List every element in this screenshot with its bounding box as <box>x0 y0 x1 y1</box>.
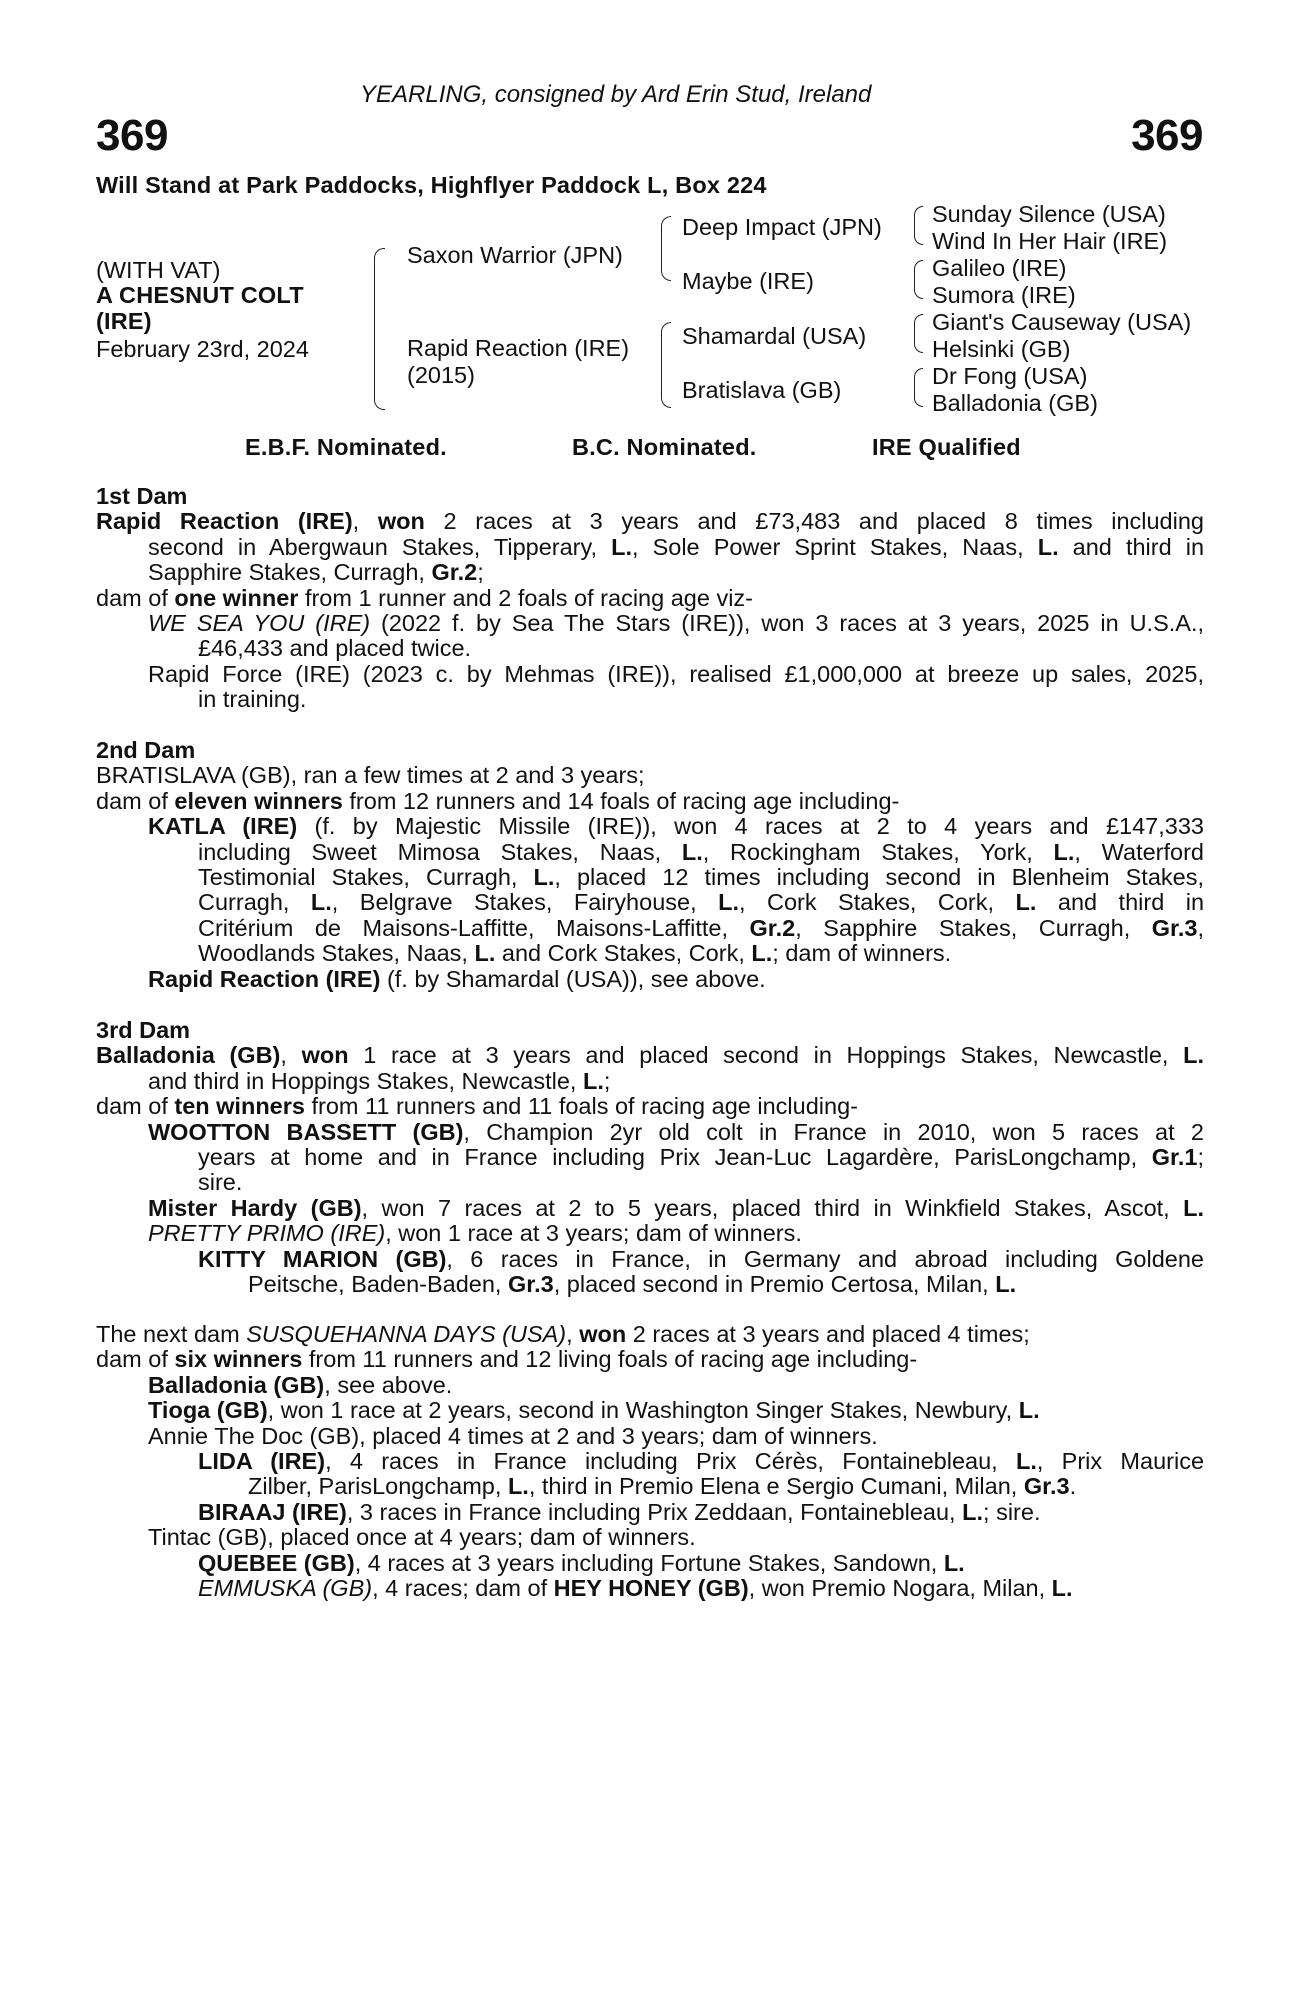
text: , third in Premio Elena e Sergio Cumani, Milan, <box>528 1473 1024 1500</box>
listed-mark: L. <box>1015 889 1037 916</box>
next-dam-line <box>96 1474 1204 1499</box>
won-label: won <box>579 1321 627 1347</box>
second-dam-line <box>96 840 1204 865</box>
third-dam-line <box>96 1247 1204 1272</box>
produce-name: Mister Hardy (GB) <box>148 1194 362 1221</box>
bc-nomination: B.C. Nominated. <box>572 434 757 460</box>
listed-mark: L. <box>582 1067 604 1094</box>
produce-name: QUEBEE (GB) <box>198 1549 355 1576</box>
pedigree-sdd: Sumora (IRE) <box>932 282 1076 308</box>
text: . <box>1069 1473 1077 1500</box>
produce-name: HEY HONEY (GB) <box>553 1574 749 1601</box>
lot-number-right: 369 <box>1131 111 1203 160</box>
text: and third in Hoppings Stakes, Newcastle, <box>148 1067 583 1094</box>
third-dam-line <box>96 1069 1204 1094</box>
pedigree-bracket-sire <box>661 216 671 281</box>
text: Sapphire Stakes, Curragh, <box>148 559 432 586</box>
pedigree-sire-dam: Maybe (IRE) <box>682 268 814 294</box>
listed-mark: L. <box>995 1270 1017 1297</box>
text: and Cork Stakes, Cork, <box>495 940 752 967</box>
third-dam-section <box>96 1018 1204 1297</box>
produce-name: BIRAAJ (IRE) <box>198 1498 347 1525</box>
text: , see above. <box>324 1371 453 1398</box>
winners-count: six winners <box>174 1346 303 1373</box>
third-dam-line <box>96 1043 1204 1068</box>
text: , Waterford <box>1074 838 1204 865</box>
second-dam-line <box>96 865 1204 890</box>
text: , Belgrave Stakes, Fairyhouse, <box>331 889 719 916</box>
next-dam-line <box>96 1347 1204 1372</box>
text: The next dam <box>96 1321 247 1347</box>
text: , won 1 race at 3 years; dam of winners. <box>385 1220 802 1247</box>
text: , won 7 races at 2 to 5 years, placed third in Winkfield Stakes, Ascot, <box>361 1194 1184 1221</box>
text: Zilber, ParisLongchamp, <box>248 1473 508 1500</box>
horse-name-suffix: (IRE) <box>96 308 152 334</box>
text: , 4 races in France including Prix Cérès, Fontainebleau, <box>325 1447 1016 1474</box>
text: from 12 runners and 14 foals of racing age including- <box>342 787 900 814</box>
second-dam-line <box>96 814 1204 839</box>
ire-qualified: IRE Qualified <box>872 434 1021 460</box>
listed-mark: L. <box>1018 1397 1040 1424</box>
text: Critérium de Maisons-Laffitte, Maisons-Laffitte, <box>198 914 750 941</box>
next-dam-line <box>96 1576 1204 1601</box>
produce-name: WE SEA YOU (IRE) <box>148 609 371 636</box>
text: 1 race at 3 years and placed second in Hoppings Stakes, Newcastle, <box>348 1042 1184 1069</box>
text: , Sapphire Stakes, Curragh, <box>795 914 1152 941</box>
third-dam-line <box>96 1145 1204 1170</box>
lot-number-left: 369 <box>96 111 168 160</box>
text: , Sole Power Sprint Stakes, Naas, <box>632 533 1038 560</box>
produce-name: KITTY MARION (GB) <box>198 1245 447 1272</box>
third-dam-line <box>96 1196 1204 1221</box>
text: including Sweet Mimosa Stakes, Naas, <box>198 838 682 865</box>
listed-mark: L. <box>1051 1574 1073 1601</box>
pedigree-bracket-dd <box>914 368 923 407</box>
listed-mark: L. <box>533 863 555 890</box>
next-dam-line <box>96 1551 1204 1576</box>
text: from 11 runners and 11 foals of racing age including- <box>304 1093 858 1120</box>
group-mark: Gr.3 <box>507 1270 554 1297</box>
pedigree-dam: Rapid Reaction (IRE) <box>407 335 630 361</box>
text: , Cork Stakes, Cork, <box>738 889 1016 916</box>
page-subtitle: YEARLING, consigned by Ard Erin Stud, Ireland <box>360 81 872 108</box>
text: , 6 races in France, in Germany and abroad including Goldene <box>446 1245 1204 1272</box>
text: from 11 runners and 12 living foals of racing age including- <box>302 1346 918 1373</box>
text: , placed second in Premio Certosa, Milan, <box>553 1270 996 1297</box>
text: years at home and in France including Prix Jean-Luc Lagardère, ParisLongchamp, <box>198 1143 1152 1170</box>
pedigree-dam-sire: Shamardal (USA) <box>682 323 867 349</box>
horse-name: A CHESNUT COLT <box>96 282 304 308</box>
text: (f. by Shamardal (USA)), see above. <box>380 965 766 992</box>
text: dam of <box>96 584 175 611</box>
listed-mark: L. <box>611 533 632 560</box>
next-dam-line <box>96 1398 1204 1423</box>
text: Curragh, <box>198 889 311 916</box>
ebf-nomination: E.B.F. Nominated. <box>245 434 447 460</box>
dam-name: Balladonia (GB) <box>96 1042 281 1069</box>
vat-note: (WITH VAT) <box>96 257 221 283</box>
text: second in Abergwaun Stakes, Tipperary, <box>148 533 612 560</box>
pedigree-sds: Galileo (IRE) <box>932 255 1067 281</box>
produce-name: EMMUSKA (GB) <box>198 1574 373 1601</box>
listed-mark: L. <box>1037 533 1059 560</box>
pedigree-bracket-main <box>374 248 385 410</box>
listed-mark: L. <box>962 1498 984 1525</box>
record-text: 2 races at 3 years and £73,483 and placed 8 times including <box>424 508 1204 535</box>
text: 2 races at 3 years and placed 4 times; <box>626 1321 1030 1347</box>
text: Testimonial Stakes, Curragh, <box>198 863 534 890</box>
foaling-date: February 23rd, 2024 <box>96 336 309 362</box>
text: , Rockingham Stakes, York, <box>702 838 1054 865</box>
pedigree-dsd: Helsinki (GB) <box>932 336 1071 362</box>
first-dam-line <box>96 611 1204 636</box>
pedigree-bracket-ss <box>914 206 923 245</box>
text: Woodlands Stakes, Naas, <box>198 940 475 967</box>
text: (f. by Majestic Missile (IRE)), won 4 races at 2 to 4 years and £147,333 <box>297 813 1204 840</box>
third-dam-line <box>96 1221 1204 1246</box>
text: dam of <box>96 787 175 814</box>
text: , 4 races at 3 years including Fortune Stakes, Sandown, <box>354 1549 944 1576</box>
second-dam-heading: 2nd Dam <box>96 737 196 763</box>
first-dam-line: in training. <box>198 686 307 713</box>
produce-name: Tioga (GB) <box>148 1397 268 1424</box>
stall-location: Will Stand at Park Paddocks, Highflyer Paddock L, Box 224 <box>96 172 767 198</box>
produce-name: WOOTTON BASSETT (GB) <box>148 1118 464 1145</box>
text: (2022 f. by Sea The Stars (IRE)), won 3 races at 3 years, 2025 in U.S.A., <box>370 609 1205 636</box>
pedigree-sire: Saxon Warrior (JPN) <box>407 242 623 268</box>
listed-mark: L. <box>507 1473 529 1500</box>
produce-name: KATLA (IRE) <box>148 813 298 840</box>
text: ; <box>477 559 484 586</box>
text: , won Premio Nogara, Milan, <box>748 1574 1052 1601</box>
next-dam-section <box>96 1322 1204 1601</box>
produce-name: PRETTY PRIMO (IRE) <box>148 1220 386 1247</box>
pedigree-sire-sire: Deep Impact (JPN) <box>682 214 882 240</box>
second-dam-section <box>96 738 1204 992</box>
text: , placed 12 times including second in Blenheim Stakes, <box>554 863 1205 890</box>
winners-count: one winner <box>174 584 299 611</box>
separator: , <box>566 1321 580 1347</box>
second-dam-line: BRATISLAVA (GB), ran a few times at 2 and 3 years; <box>96 762 645 789</box>
text: dam of <box>96 1093 175 1120</box>
text: and third in <box>1036 889 1205 916</box>
text: , 4 races; dam of <box>372 1574 554 1601</box>
text: from 1 runner and 2 foals of racing age viz- <box>298 584 753 611</box>
won-label: won <box>377 508 425 535</box>
first-dam-section <box>96 484 1204 713</box>
pedigree-dss: Giant's Causeway (USA) <box>932 309 1192 335</box>
first-dam-line: Rapid Force (IRE) (2023 c. by Mehmas (IRE)), realised £1,000,000 at breeze up sales, 2025, <box>148 660 1204 687</box>
first-dam-line: £46,433 and placed twice. <box>198 635 472 662</box>
text: Peitsche, Baden-Baden, <box>248 1270 508 1297</box>
text: ; dam of winners. <box>772 940 952 967</box>
next-dam-line <box>96 1322 1204 1347</box>
first-dam-line <box>96 535 1204 560</box>
pedigree-bracket-dam <box>661 322 671 408</box>
second-dam-line <box>96 941 1204 966</box>
pedigree-bracket-sd <box>914 260 923 299</box>
separator: , <box>352 508 378 535</box>
pedigree-dam-dam: Bratislava (GB) <box>682 377 842 403</box>
listed-mark: L. <box>1015 1447 1037 1474</box>
text: , <box>1197 914 1205 941</box>
winners-count: eleven winners <box>174 787 343 814</box>
produce-name: Balladonia (GB) <box>148 1371 325 1398</box>
pedigree-sss: Sunday Silence (USA) <box>932 201 1166 227</box>
winners-count: ten winners <box>174 1093 305 1120</box>
second-dam-line <box>96 967 1204 992</box>
listed-mark: L. <box>1183 1042 1204 1069</box>
next-dam-line <box>96 1449 1204 1474</box>
pedigree-ssd: Wind In Her Hair (IRE) <box>932 228 1168 254</box>
dam-name: SUSQUEHANNA DAYS (USA) <box>246 1321 567 1347</box>
first-dam-line <box>96 586 1204 611</box>
first-dam-heading: 1st Dam <box>96 483 188 509</box>
separator: , <box>280 1042 302 1069</box>
third-dam-line <box>96 1094 1204 1119</box>
third-dam-line: sire. <box>198 1169 243 1196</box>
text: , 3 races in France including Prix Zeddaan, Fontainebleau, <box>346 1498 963 1525</box>
listed-mark: L. <box>474 940 496 967</box>
text: dam of <box>96 1346 175 1373</box>
third-dam-line <box>96 1272 1204 1297</box>
second-dam-line <box>96 789 1204 814</box>
text: ; sire. <box>983 1498 1041 1525</box>
second-dam-line <box>96 890 1204 915</box>
dam-name: Rapid Reaction (IRE) <box>96 508 353 535</box>
text: and third in <box>1058 533 1205 560</box>
pedigree-ddd: Balladonia (GB) <box>932 390 1098 416</box>
listed-mark: L. <box>943 1549 965 1576</box>
produce-name: Rapid Reaction (IRE) <box>148 965 381 992</box>
won-label: won <box>301 1042 349 1069</box>
text: ; <box>1197 1143 1204 1170</box>
group-mark: Gr.3 <box>1023 1473 1070 1500</box>
group-mark: Gr.3 <box>1151 914 1198 941</box>
second-dam-line <box>96 916 1204 941</box>
text: , Champion 2yr old colt in France in 2010, won 5 races at 2 <box>463 1118 1204 1145</box>
listed-mark: L. <box>718 889 739 916</box>
listed-mark: L. <box>1183 1194 1204 1221</box>
next-dam-line <box>96 1500 1204 1525</box>
first-dam-line <box>96 509 1204 534</box>
next-dam-line: Tintac (GB), placed once at 4 years; dam of winners. <box>148 1524 696 1551</box>
text: ; <box>603 1067 611 1094</box>
listed-mark: L. <box>310 889 332 916</box>
listed-mark: L. <box>751 940 773 967</box>
text: , Prix Maurice <box>1036 1447 1205 1474</box>
next-dam-line: Annie The Doc (GB), placed 4 times at 2 and 3 years; dam of winners. <box>148 1422 878 1449</box>
listed-mark: L. <box>681 838 703 865</box>
first-dam-line <box>96 560 1204 585</box>
group-mark: Gr.1 <box>1151 1143 1198 1170</box>
produce-name: LIDA (IRE) <box>198 1447 326 1474</box>
listed-mark: L. <box>1053 838 1075 865</box>
third-dam-line <box>96 1120 1204 1145</box>
next-dam-line <box>96 1373 1204 1398</box>
pedigree-dds: Dr Fong (USA) <box>932 363 1088 389</box>
group-mark: Gr.2 <box>431 559 478 586</box>
group-mark: Gr.2 <box>749 914 796 941</box>
pedigree-bracket-ds <box>914 314 923 353</box>
pedigree-dam-year: (2015) <box>407 362 475 388</box>
third-dam-heading: 3rd Dam <box>96 1017 191 1043</box>
text: , won 1 race at 2 years, second in Washington Singer Stakes, Newbury, <box>267 1397 1019 1424</box>
